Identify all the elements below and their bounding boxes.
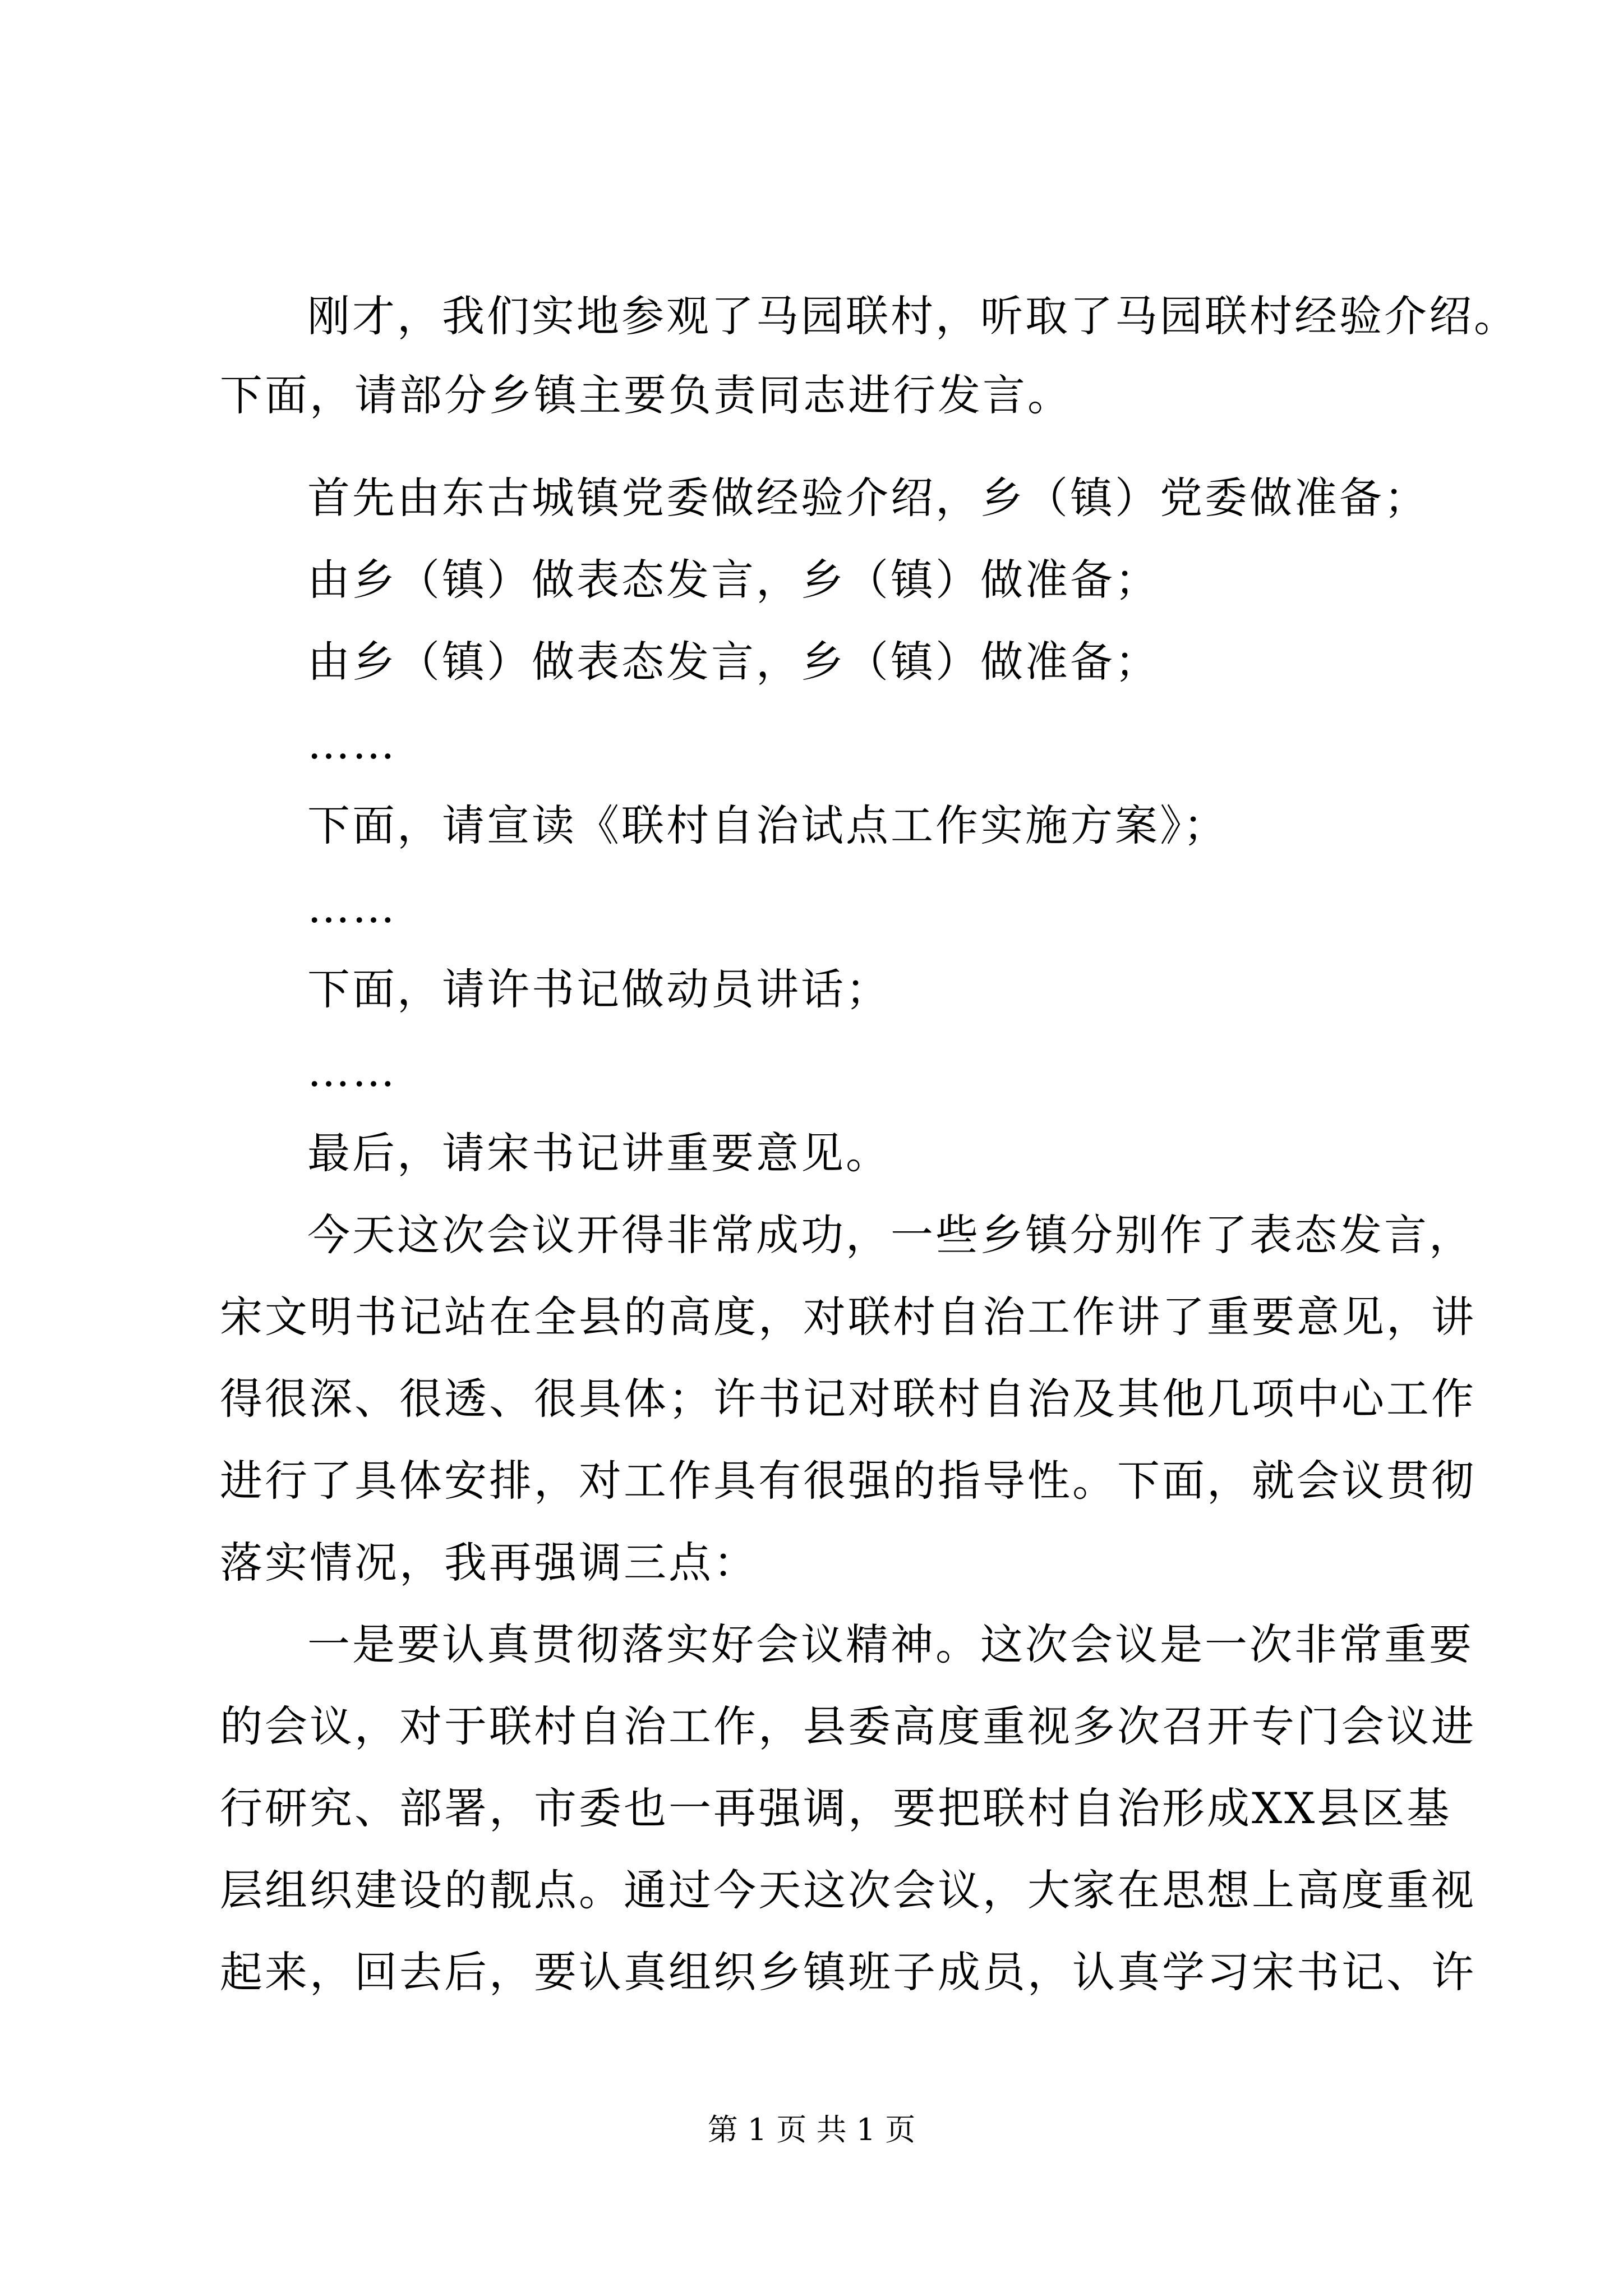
paragraph-line: 一是要认真贯彻落实好会议精神。这次会议是一次非常重要 bbox=[307, 1619, 1474, 1669]
paragraph-line: 下面，请部分乡镇主要负责同志进行发言。 bbox=[220, 370, 1072, 420]
paragraph-line: 最后，请宋书记讲重要意见。 bbox=[307, 1128, 891, 1178]
paragraph-line: 落实情况，我再强调三点： bbox=[220, 1538, 758, 1588]
paragraph-line: 刚才，我们实地参观了马园联村，听取了马园联村经验介绍。 bbox=[307, 291, 1519, 341]
paragraph-line: 下面，请许书记做动员讲话； bbox=[307, 964, 891, 1014]
ellipsis-line: …… bbox=[307, 719, 397, 769]
paragraph-line: 层组织建设的靓点。通过今天这次会议，大家在思想上高度重视 bbox=[220, 1865, 1476, 1915]
paragraph-line: 今天这次会议开得非常成功，一些乡镇分别作了表态发言， bbox=[307, 1210, 1474, 1260]
ellipsis-line: …… bbox=[307, 1046, 397, 1096]
ellipsis-line: …… bbox=[307, 882, 397, 932]
paragraph-line: 得很深、很透、很具体；许书记对联村自治及其他几项中心工作 bbox=[220, 1374, 1476, 1424]
paragraph-line: 起来，回去后，要认真组织乡镇班子成员，认真学习宋书记、许 bbox=[220, 1947, 1476, 1997]
paragraph-line: 进行了具体安排，对工作具有很强的指导性。下面，就会议贯彻 bbox=[220, 1456, 1476, 1506]
paragraph-line: 首先由东古城镇党委做经验介绍，乡（镇）党委做准备； bbox=[307, 473, 1429, 523]
page-footer: 第 1 页 共 1 页 bbox=[707, 2112, 916, 2147]
paragraph-line: 行研究、部署，市委也一再强调，要把联村自治形成XX县区基 bbox=[220, 1783, 1452, 1833]
paragraph-line: 由乡（镇）做表态发言，乡（镇）做准备； bbox=[307, 637, 1160, 687]
paragraph-line: 宋文明书记站在全县的高度，对联村自治工作讲了重要意见，讲 bbox=[220, 1292, 1476, 1342]
paragraph-line: 的会议，对于联村自治工作，县委高度重视多次召开专门会议进 bbox=[220, 1701, 1476, 1751]
paragraph-line: 由乡（镇）做表态发言，乡（镇）做准备； bbox=[307, 555, 1160, 605]
paragraph-line: 下面，请宣读《联村自治试点工作实施方案》； bbox=[307, 800, 1228, 850]
